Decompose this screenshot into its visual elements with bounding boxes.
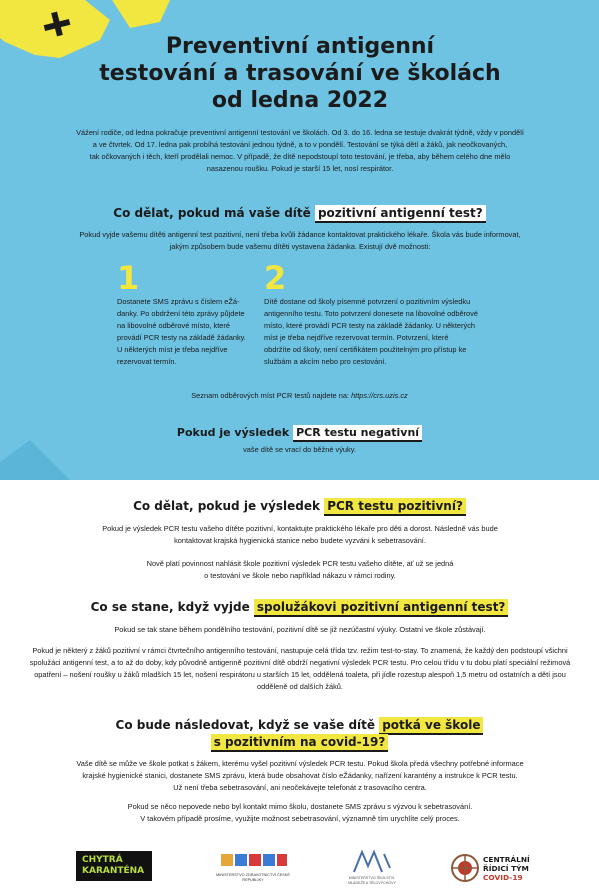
text-line: Pokud vyjde vašemu dítěti antigenní test pozitivní, není třeba kvůli žádance kontaktovat praktického lékaře. Škola vás bude informovat,: [79, 230, 521, 239]
text-line: kontaktovat krajská hygienická stanice nebo budete vyzváni k sebetrasování.: [174, 536, 426, 545]
option-number-2: 2: [264, 259, 287, 297]
heading-text: Co se stane, když vyjde: [90, 600, 250, 614]
heading-highlight: pozitivní antigenní test?: [315, 205, 486, 223]
central-team-label: [483, 855, 543, 882]
page-title: [30, 33, 570, 114]
section-heading-classmate-positive: [0, 598, 599, 616]
section-heading-pcr-negative: [0, 424, 599, 442]
ministry-education-mark: [340, 848, 404, 876]
ministry-health-mark: [213, 850, 293, 872]
testing-sites-text: Seznam odběrových míst PCR testů najdete na:: [191, 391, 349, 400]
heading-highlight: PCR testu pozitivní?: [324, 498, 466, 516]
text-line: danky. Po obdržení této zprávy půjdete: [117, 309, 245, 318]
section-text: [40, 523, 560, 547]
title-line: testování a trasování ve školách: [99, 61, 501, 86]
central-team-emblem: [450, 851, 480, 885]
heading-text: Co dělat, pokud má vaše dítě: [113, 206, 311, 220]
logo-line: CHYTRÁ: [82, 855, 123, 865]
text-line: odděleně od dalších žáků.: [257, 682, 343, 691]
intro-line: Vážení rodiče, od ledna pokračuje preventivní antigenní testování ve školách. Od 3. do 16. ledna se testuje dvakrát týdně, vždy v pondělí: [76, 128, 524, 137]
section-text: [20, 645, 580, 693]
ministry-health-label: MINISTERSTVO ZDRAVOTNICTVÍ ČESKÉ REPUBLIKY: [216, 873, 290, 882]
text-line: U některých míst je třeba nejdříve: [117, 345, 228, 354]
section-heading-pcr-positive: [0, 497, 599, 515]
ministry-education-label: MINISTERSTVO ŠKOLSTVÍ, MLÁDEŽE A TĚLOVÝCHOVY: [348, 876, 396, 885]
section-text: [40, 801, 560, 825]
text-line: Pokud je některý z žáků pozitivní v rámci čtvrtečního antigenního testování, nastupuje celá třída tzv. režim test-to-stay. To znamená, že každý den podstoupí všichni: [32, 646, 568, 655]
option-number-1: 1: [117, 259, 140, 297]
ministry-education-logo: [340, 848, 404, 886]
text-line: místo, které provádí PCR testy na základě žádanky. U některých: [264, 321, 476, 330]
text-line: o testování ve škole nebo například nákazu v rámci rodiny.: [204, 571, 396, 580]
option-2-text: [264, 296, 504, 368]
text-line: Dostanete SMS zprávu s číslem eŽá-: [117, 297, 240, 306]
text-line: Pokud je výsledek PCR testu vašeho dítěte pozitivní, kontaktujte praktického lékaře pro děti a dorost. Následně vás bude: [102, 524, 498, 533]
testing-sites-note: [0, 390, 599, 402]
intro-paragraph: [40, 127, 560, 175]
text-line: Pokud se něco nepovede nebo byl kontakt mimo školu, dostanete SMS zprávu s výzvou k sebetrasování.: [127, 802, 473, 811]
heading-text: Co dělat, pokud je výsledek: [133, 499, 321, 513]
logo-line: COVID-19: [483, 873, 523, 882]
testing-sites-link[interactable]: https://crs.uzis.cz: [351, 391, 408, 400]
text-line: míst je třeba nejdříve rezervovat termín. Potvrzení, které: [264, 333, 449, 342]
heading-highlight: s pozitivním na covid-19?: [211, 734, 389, 752]
text-line: na libovolné odběrové místo, které: [117, 321, 230, 330]
heading-highlight: spolužákovi pozitivní antigenní test?: [254, 599, 508, 617]
chytra-karantena-logo: [76, 851, 152, 881]
ministry-health-logo: [213, 850, 293, 886]
text-line: Už není třeba sebetrasování, ani neočekávejte telefonát z trasovacího centra.: [173, 783, 427, 792]
text-line: obdržíte od školy, není certifikátem použitelným pro přístup ke: [264, 345, 467, 354]
text-line: jakým způsobem bude vašemu dítěti vystavena žádanka. Existují dvě možnosti:: [169, 242, 431, 251]
text-line: Dítě dostane od školy písemné potvrzení o pozitivním výsledku: [264, 297, 471, 306]
text-line: opatření – nošení roušky u žáků mladších 15 let, nošení respirátoru u starších 15 let, oddělená toaleta, při jídle rozestup alespoň 1,5 metru od ostatních a dětí jsou: [34, 670, 566, 679]
intro-line: tak očkovaných i těch, kteří prodělali nemoc. V případě, že dítě nepodstoupí toto testování, je třeba, aby během celého dne mělo: [89, 152, 511, 161]
text-line: službám a akcím nebo pro cestování.: [264, 357, 387, 366]
text-line: spolužáci antigenní test, a to až do doby, kdy původně antigenně pozitivní dítě obdrží negativní výsledek PCR testu. Pro celou třídu v tu dobu platí speciální režimová: [29, 658, 571, 667]
text-line: rezervovat termín.: [117, 357, 177, 366]
central-team-logo: [450, 851, 540, 885]
title-line: Preventivní antigenní: [165, 34, 435, 59]
pcr-negative-text: vaše dítě se vrací do běžné výuky.: [243, 445, 356, 454]
text-line: Vaše dítě se může ve škole potkat s žákem, kterému vyšel pozitivní výsledek PCR testu. Pokud škola předá všechny potřebné informace: [76, 759, 524, 768]
section-text: [40, 229, 560, 253]
option-1-text: [117, 296, 267, 368]
intro-line: a ve čtvrtek. Od 17. ledna pak probíhá testování jednou týdně, a to v pondělí. Testování se týká dětí a žáků, jak neočkovaných,: [92, 140, 508, 149]
logo-line: KARANTÉNA: [82, 866, 145, 876]
text-line: antigenního testu. Toto potvrzení donesete na libovolné odběrové: [264, 309, 478, 318]
section-text: [40, 758, 560, 794]
heading-highlight: potká ve škole: [379, 717, 483, 735]
logo-line: CENTRÁLNÍ: [483, 855, 530, 864]
logo-line: ŘÍDICÍ TÝM: [483, 864, 529, 873]
text-line: provádí PCR testy na základě žádanky.: [117, 333, 246, 342]
text-line: Nově platí povinnost nahlásit škole pozitivní výsledek PCR testu vašeho dítěte, ať už se jedná: [146, 559, 454, 568]
heading-highlight: PCR testu negativní: [293, 425, 422, 442]
heading-text: Pokud je výsledek: [176, 426, 290, 439]
section-heading-met-positive: [0, 716, 599, 734]
section-heading-positive-antigen: [0, 204, 599, 222]
text-line: V takovém případě prosíme, využijte možnost sebetrasování, významně tím urychlíte celý proces.: [140, 814, 460, 823]
heading-text: Co bude následovat, když se vaše dítě: [115, 718, 376, 732]
section-text: Pokud se tak stane během pondělního testování, pozitivní dítě se již nezúčastní výuky. Ostatní ve škole zůstávají.: [114, 625, 486, 634]
section-text: [40, 558, 560, 582]
title-line: od ledna 2022: [211, 88, 389, 113]
intro-line: nasazenou roušku. Pokud je starší 15 let, nosí respirátor.: [206, 164, 394, 173]
section-heading-met-positive-line2: [0, 733, 599, 751]
text-line: krajské hygienické stanici, dostanete SMS zprávu, která bude obsahovat číslo eŽádanky, nařízení karantény a instrukce k PCR testu.: [82, 771, 518, 780]
